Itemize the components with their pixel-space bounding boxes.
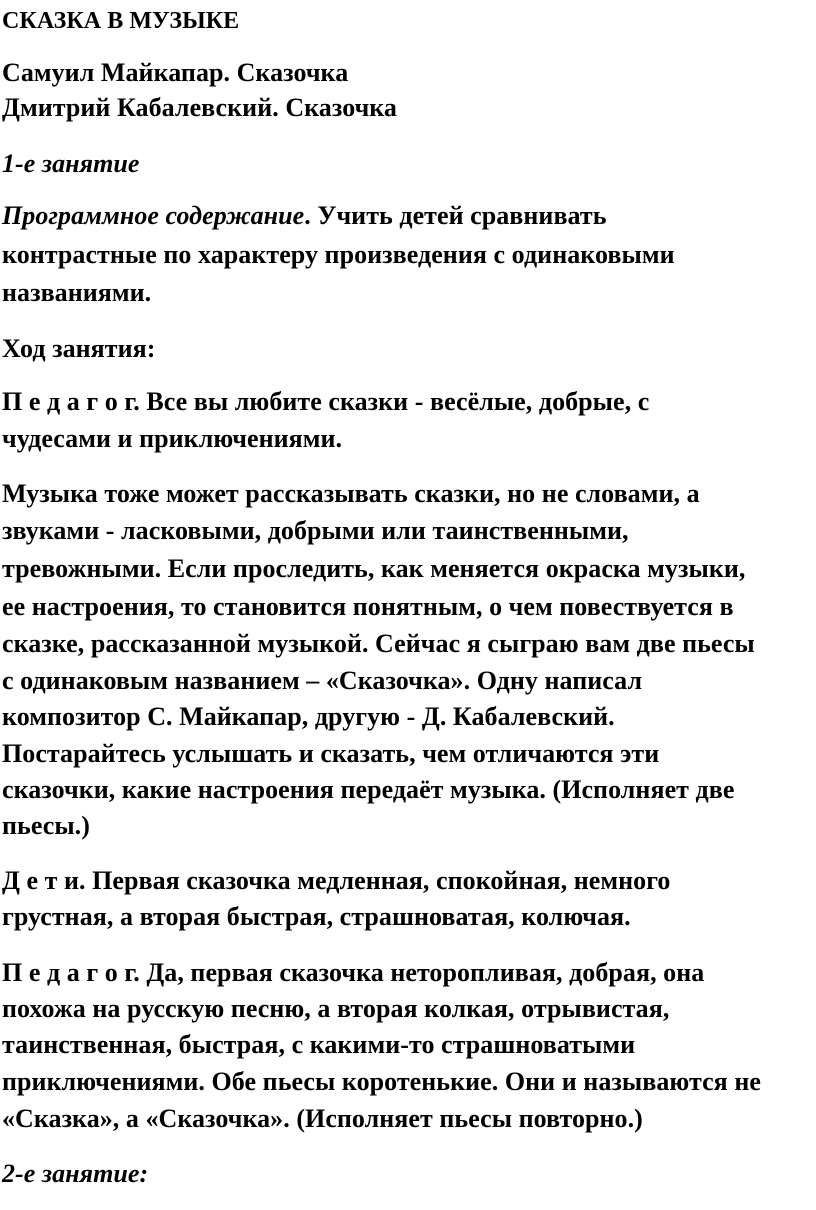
paragraph-2-line-3: тревожными. Если проследить, как меняется окраска музыки, xyxy=(2,554,746,583)
paragraph-4-line-4: приключениями. Обе пьесы коротенькие. Они и называются не xyxy=(2,1067,761,1096)
paragraph-1-line-2: чудесами и приключениями. xyxy=(2,424,343,453)
paragraph-4-line-1: П е д а г о г. Да, первая сказочка неторопливая, добрая, она xyxy=(2,958,705,987)
paragraph-1-line-1: П е д а г о г. Все вы любите сказки - весёлые, добрые, с xyxy=(2,387,650,416)
course-heading: Ход занятия: xyxy=(2,334,156,363)
paragraph-2-line-8: Постарайтесь услышать и сказать, чем отличаются эти xyxy=(2,739,660,768)
paragraph-2-line-10: пьесы.) xyxy=(2,811,90,840)
paragraph-4-line-3: таинственная, быстрая, с какими-то страшноватыми xyxy=(2,1030,636,1059)
paragraph-3-line-1: Д е т и. Первая сказочка медленная, спокойная, немного xyxy=(2,866,671,895)
program-line-2: контрастные по характеру произведения с одинаковыми xyxy=(2,240,675,269)
paragraph-4-line-5: «Сказка», а «Сказочка». (Исполняет пьесы повторно.) xyxy=(2,1104,643,1133)
program-line-1 xyxy=(2,199,607,233)
piece-line-1: Самуил Майкапар. Сказочка xyxy=(2,58,349,87)
program-line-3: названиями. xyxy=(2,278,152,307)
paragraph-2-line-5: сказке, рассказанной музыкой. Сейчас я сыграю вам две пьесы xyxy=(2,629,755,658)
paragraph-4-line-2: похожа на русскую песню, а вторая колкая, отрывистая, xyxy=(2,994,670,1023)
paragraph-2-line-4: ее настроения, то становится понятным, о чем повествуется в xyxy=(2,592,734,621)
paragraph-2-line-1: Музыка тоже может рассказывать сказки, но не словами, а xyxy=(2,479,700,508)
document-title: СКАЗКА В МУЗЫКЕ xyxy=(2,8,240,34)
piece-line-2: Дмитрий Кабалевский. Сказочка xyxy=(2,93,397,122)
program-label: Программное содержание xyxy=(2,201,305,230)
paragraph-3-line-2: грустная, а вторая быстрая, страшноватая, колючая. xyxy=(2,902,631,931)
program-line-1-rest: . Учить детей сравнивать xyxy=(304,201,607,230)
lesson-1-heading: 1-е занятие xyxy=(2,149,140,178)
paragraph-2-line-9: сказочки, какие настроения передаёт музыка. (Исполняет две xyxy=(2,775,735,804)
lesson-2-heading: 2-е занятие: xyxy=(2,1159,149,1188)
paragraph-2-line-2: звуками - ласковыми, добрыми или таинственными, xyxy=(2,516,629,545)
paragraph-2-line-7: композитор С. Майкапар, другую - Д. Кабалевский. xyxy=(2,702,615,731)
paragraph-2-line-6: с одинаковым названием – «Сказочка». Одну написал xyxy=(2,666,643,695)
